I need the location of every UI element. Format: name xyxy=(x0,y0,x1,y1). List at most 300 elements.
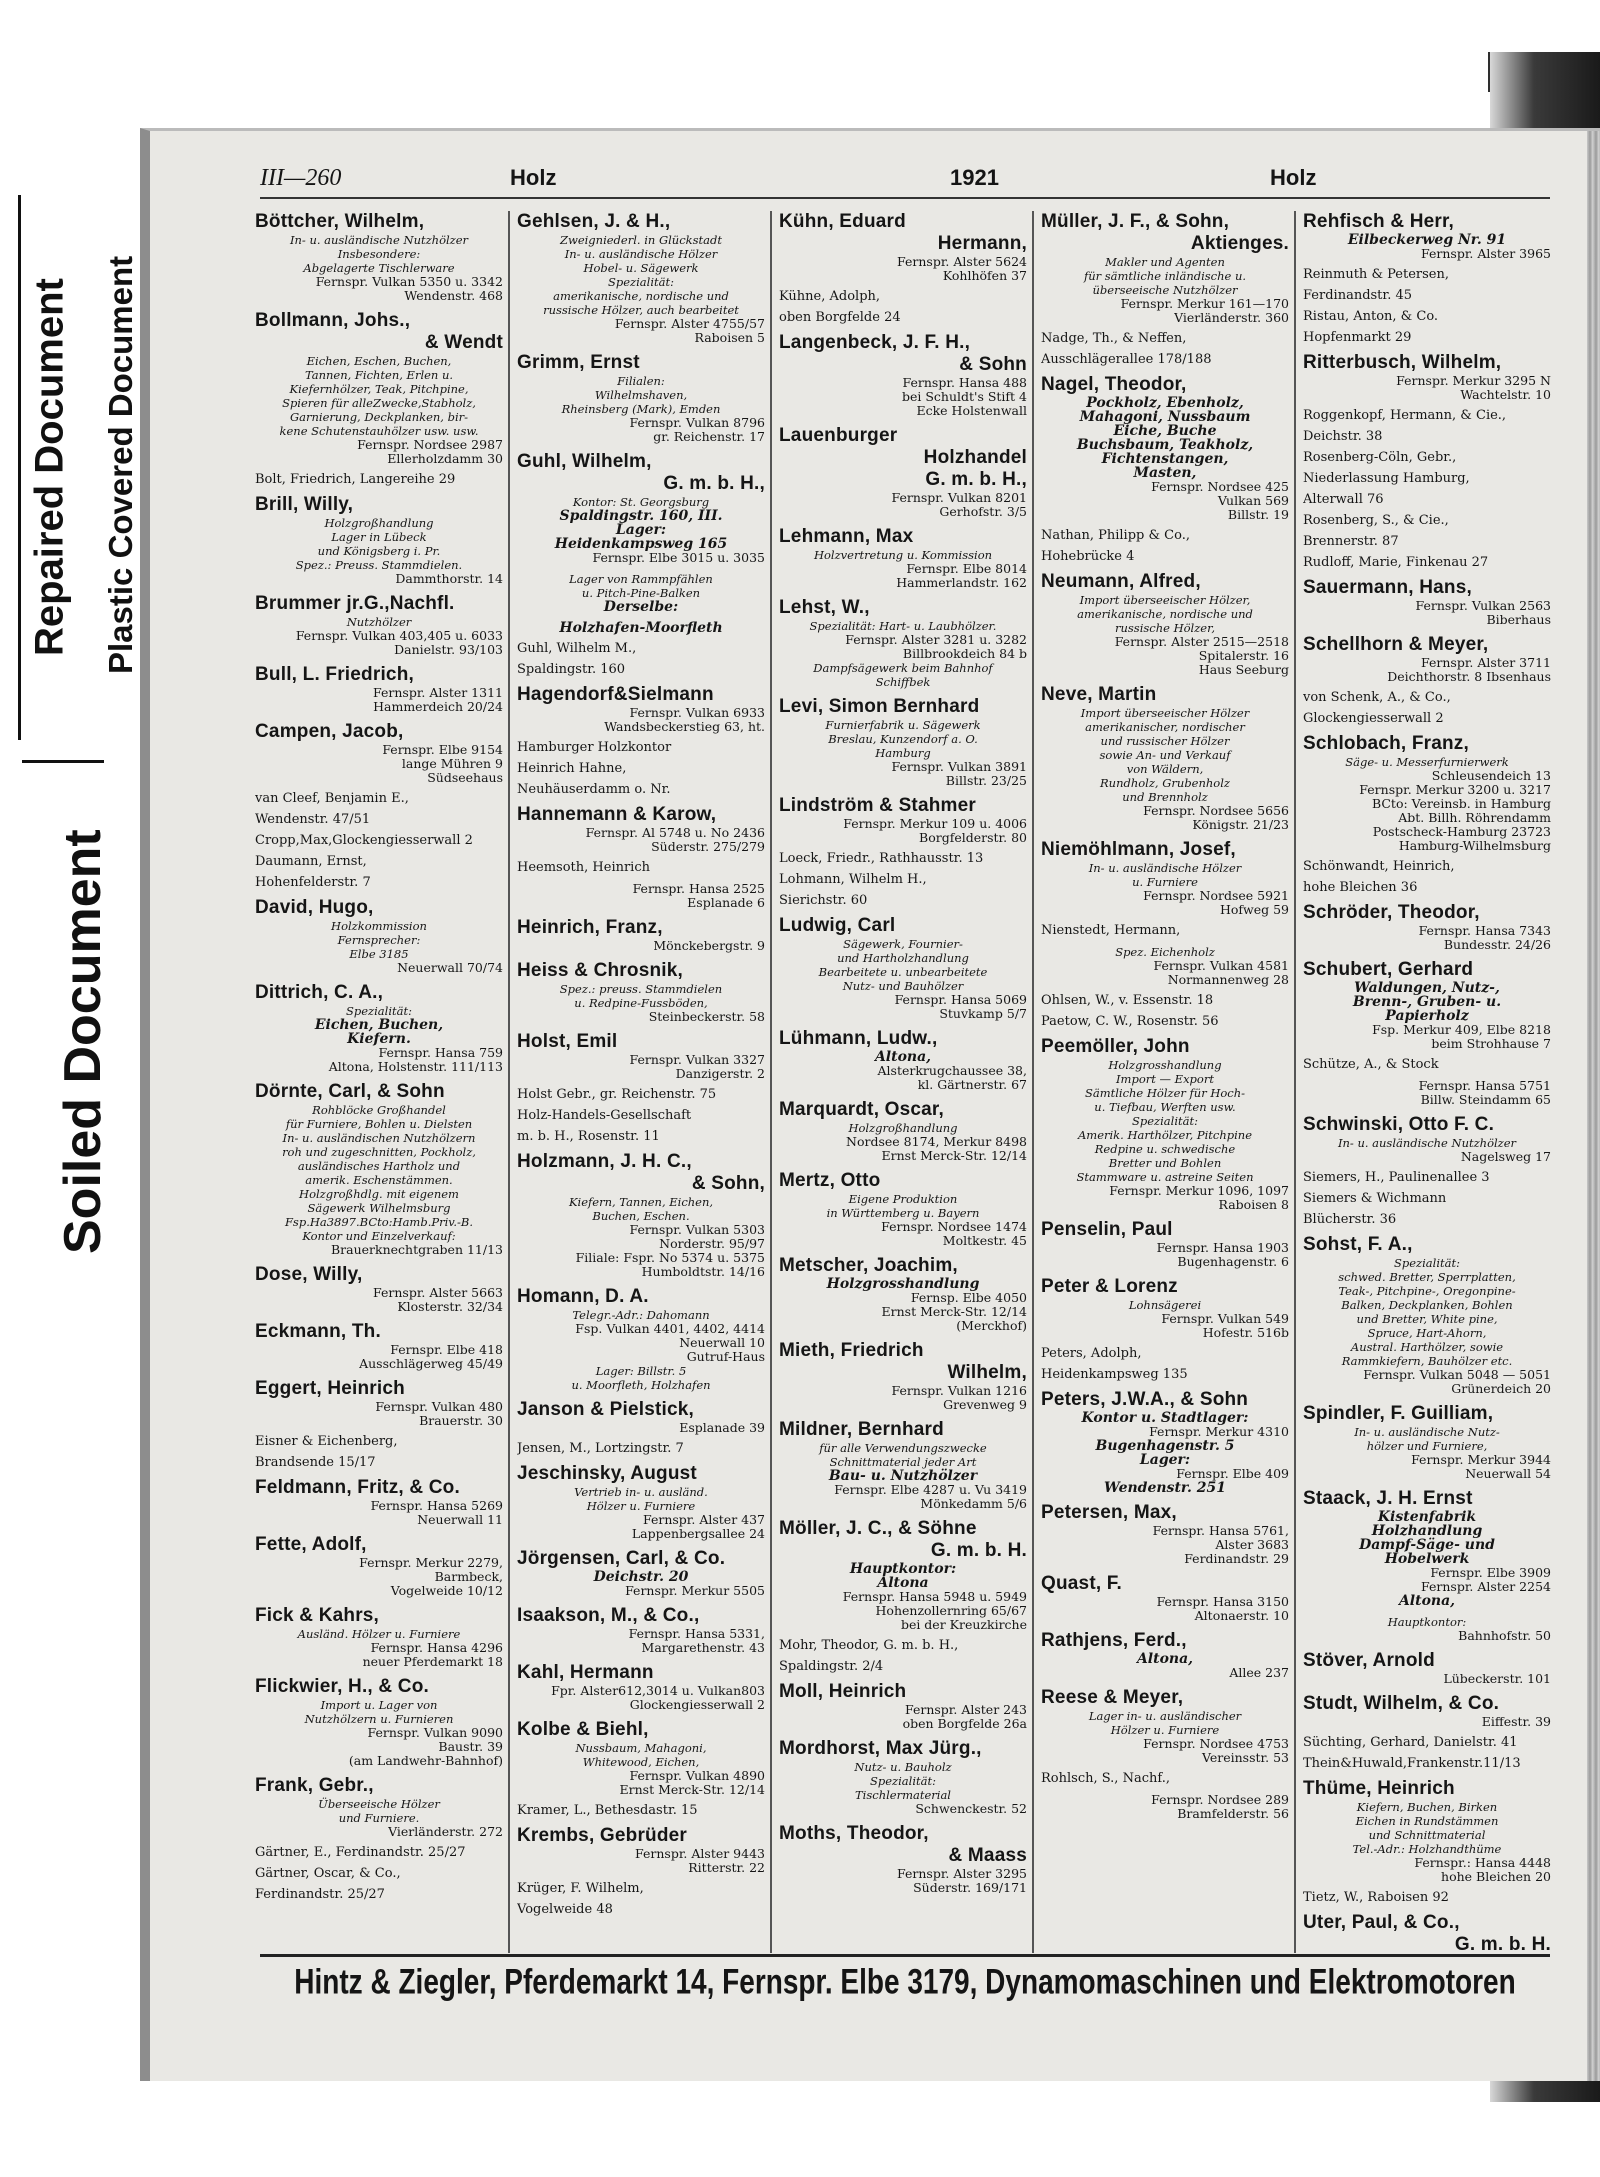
business-description: Spez.: preuss. Stammdielen xyxy=(559,982,723,996)
company-name: Moll, Heinrich xyxy=(779,1681,907,1702)
directory-entry xyxy=(517,1825,765,1875)
archive-labels xyxy=(0,0,150,2177)
directory-entry xyxy=(1041,924,1289,938)
company-name: Kühn, Eduard xyxy=(779,211,906,232)
address-line: Wandsbeckerstieg 63, ht. xyxy=(604,719,765,734)
company-name: Kahl, Hermann xyxy=(517,1662,654,1683)
address-line: kl. Gärtnerstr. 67 xyxy=(917,1077,1027,1092)
listing-line: Rudloff, Marie, Finkenau 27 xyxy=(1303,555,1489,570)
listing-line: Vogelweide 48 xyxy=(517,1902,613,1917)
company-name: Krembs, Gebrüder xyxy=(517,1825,688,1846)
directory-entry xyxy=(517,1442,765,1456)
business-description: Zweigniederl. in Glückstadt xyxy=(559,233,722,247)
directory-entry xyxy=(779,894,1027,908)
address-line: Wachtelstr. 10 xyxy=(1460,387,1551,402)
directory-entry xyxy=(1303,1693,1551,1729)
address-line: Ecke Holstenwall xyxy=(916,403,1027,418)
directory-entry xyxy=(517,642,765,656)
company-name: Grimm, Ernst xyxy=(517,352,640,373)
company-name-continued: Holzhandel xyxy=(923,447,1027,468)
address-line: Baustr. 39 xyxy=(438,1739,503,1754)
company-name-continued: G. m. b. H., xyxy=(663,473,765,494)
directory-entry xyxy=(779,1738,1027,1816)
company-name: Metscher, Joachim, xyxy=(779,1255,958,1276)
directory-entry xyxy=(779,696,1027,788)
company-name: Campen, Jacob, xyxy=(255,721,404,742)
business-description: Abgelagerte Tischlerware xyxy=(303,261,455,275)
address-line: Ellerholzdamm 30 xyxy=(387,451,503,466)
listing-line: Sierichstr. 60 xyxy=(779,893,868,908)
company-name: Flickwier, H., & Co. xyxy=(255,1676,429,1697)
directory-entry xyxy=(517,804,765,854)
directory-entry xyxy=(517,451,765,565)
company-name: Studt, Wilhelm, & Co. xyxy=(1303,1693,1500,1714)
company-name: Peemöller, John xyxy=(1041,1036,1190,1057)
address-line: Postscheck-Hamburg 23723 xyxy=(1372,824,1551,839)
company-name: Lindström & Stahmer xyxy=(779,795,976,816)
company-name: Schlobach, Franz, xyxy=(1303,733,1469,754)
address-line: Humboldtstr. 14/16 xyxy=(641,1264,765,1279)
address-line: Fernspr. Merkur 4310 xyxy=(1149,1424,1289,1439)
directory-entry xyxy=(517,1130,765,1144)
directory-entry xyxy=(517,1548,765,1598)
directory-entry xyxy=(1303,1650,1551,1686)
company-name: Dörnte, Carl, & Sohn xyxy=(255,1081,445,1102)
directory-entry xyxy=(255,211,503,303)
highlighted-text: Eilbeckerweg Nr. 91 xyxy=(1347,232,1507,248)
business-description: hölzer und Furniere, xyxy=(1366,1439,1488,1453)
business-description: roh und zugeschnitten, Pockholz, xyxy=(282,1145,476,1159)
address-line: Fernspr. Nordsee 1474 xyxy=(881,1219,1027,1234)
directory-entry xyxy=(517,1662,765,1712)
section-word-left: Holz xyxy=(510,165,557,190)
address-line: Ernst Merck-Str. 12/14 xyxy=(619,1782,765,1797)
listing-line: Spaldingstr. 2/4 xyxy=(779,1659,884,1674)
business-description: Dampfsägewerk beim Bahnhof xyxy=(813,661,993,675)
address-line: Hofweg 59 xyxy=(1219,902,1289,917)
directory-entry xyxy=(517,1286,765,1392)
directory-entry xyxy=(1303,1757,1551,1771)
company-name: Mieth, Friedrich xyxy=(779,1340,924,1361)
address-line: Biberhaus xyxy=(1486,612,1551,627)
address-line: Fernspr. Merkur 1096, 1097 xyxy=(1109,1183,1289,1198)
listing-line: Deichstr. 38 xyxy=(1303,429,1383,444)
listing-line: Heidenkampsweg 135 xyxy=(1041,1367,1188,1382)
directory-entry xyxy=(779,1255,1027,1333)
company-name: Sohst, F. A., xyxy=(1303,1234,1413,1255)
address-line: Königstr. 21/23 xyxy=(1192,817,1289,832)
business-description: Tel.-Adr.: Holzhandthüme xyxy=(1352,1842,1502,1856)
address-line: Hofestr. 516b xyxy=(1202,1325,1289,1340)
listing-column-2 xyxy=(517,211,765,1953)
company-name: Bollmann, Johs., xyxy=(255,310,411,331)
directory-entry xyxy=(1303,881,1551,895)
directory-entry xyxy=(1041,550,1289,564)
highlighted-text: Fichtenstangen, xyxy=(1101,451,1229,467)
directory-entry xyxy=(779,873,1027,887)
directory-entry xyxy=(255,834,503,848)
business-description: Stammware u. astreine Seiten xyxy=(1076,1170,1254,1184)
directory-entry xyxy=(517,1804,765,1818)
directory-entry xyxy=(255,1081,503,1257)
directory-entry xyxy=(255,982,503,1074)
business-description: In- u. ausländische Nutzhölzer xyxy=(1337,1136,1517,1150)
address-line: Bundesstr. 24/26 xyxy=(1443,937,1551,952)
address-line: Fernspr. Elbe 409 xyxy=(1176,1466,1289,1481)
address-line: Fernspr. Vulkan 2563 xyxy=(1415,598,1551,613)
company-name: Peters, J.W.A., & Sohn xyxy=(1041,1389,1249,1410)
address-line: Ferdinandstr. 29 xyxy=(1184,1551,1289,1566)
address-line: Norderstr. 95/97 xyxy=(659,1236,765,1251)
company-name: Isaakson, M., & Co., xyxy=(517,1605,700,1626)
business-description: Nutzhölzern u. Furnieren xyxy=(304,1712,454,1726)
directory-entry xyxy=(779,311,1027,325)
directory-entry xyxy=(1303,1736,1551,1750)
company-name: Stöver, Arnold xyxy=(1303,1650,1435,1671)
address-line: Hamburg-Wilhelmsburg xyxy=(1398,838,1551,853)
address-line: Fernspr. Elbe 8014 xyxy=(906,561,1027,576)
business-description: Bretter und Bohlen xyxy=(1108,1156,1222,1170)
address-line: Fernspr. Merkur 5505 xyxy=(625,1583,765,1598)
address-line: Fernspr. Alster 5624 xyxy=(897,254,1027,269)
business-description: Redpine u. schwedische xyxy=(1094,1142,1236,1156)
address-line: Fernspr. Vulkan 403,405 u. 6033 xyxy=(295,628,503,643)
directory-entry xyxy=(255,1534,503,1598)
company-name: Feldmann, Fritz, & Co. xyxy=(255,1477,460,1498)
business-description: Nutz- u. Bauholz xyxy=(854,1760,952,1774)
address-line: Ritterstr. 22 xyxy=(688,1860,765,1875)
address-line: Bahnhofstr. 50 xyxy=(1458,1628,1551,1643)
directory-entry xyxy=(779,1681,1027,1731)
listing-line: Schönwandt, Heinrich, xyxy=(1303,859,1455,874)
company-name: Mildner, Bernhard xyxy=(779,1419,944,1440)
business-description: Buchen, Eschen. xyxy=(592,1209,690,1223)
address-line: Fernspr. Vulkan 5350 u. 3342 xyxy=(315,274,503,289)
company-name: Staack, J. H. Ernst xyxy=(1303,1488,1473,1509)
directory-entry xyxy=(1303,409,1551,423)
address-line: Neuerwall 54 xyxy=(1465,1466,1551,1481)
business-description: Lager in- u. ausländischer xyxy=(1088,1709,1242,1723)
address-line: Ernst Merck-Str. 12/14 xyxy=(881,1304,1027,1319)
business-description: für alle Verwendungszwecke xyxy=(819,1441,987,1455)
directory-entry xyxy=(1041,994,1289,1008)
address-line: (Merckhof) xyxy=(956,1318,1027,1333)
address-line: Fernspr. Merkur 109 u. 4006 xyxy=(843,816,1027,831)
address-line: Fernspr. Nordsee 5921 xyxy=(1143,888,1289,903)
listing-line: von Schenk, A., & Co., xyxy=(1303,690,1451,705)
listing-line: Guhl, Wilhelm M., xyxy=(517,641,637,656)
directory-entry xyxy=(517,741,765,755)
address-line: Fernspr. Hansa 5761, xyxy=(1152,1523,1289,1538)
directory-entry xyxy=(255,473,503,487)
listing-line: Ferdinandstr. 45 xyxy=(1303,288,1413,303)
directory-entry xyxy=(1303,1891,1551,1905)
listing-line: hohe Bleichen 36 xyxy=(1303,880,1418,895)
listing-line: Hopfenmarkt 29 xyxy=(1303,330,1412,345)
directory-entry xyxy=(1303,959,1551,1051)
address-line: Fernspr. Elbe 9154 xyxy=(382,742,503,757)
directory-entry xyxy=(1041,529,1289,543)
address-line: Ernst Merck-Str. 12/14 xyxy=(881,1148,1027,1163)
directory-entry xyxy=(1041,374,1289,522)
directory-entry xyxy=(255,855,503,869)
company-name: Kolbe & Biehl, xyxy=(517,1719,649,1740)
directory-entry xyxy=(1041,1687,1289,1765)
address-line: Hohenzollernring 65/67 xyxy=(875,1603,1027,1618)
address-line: Fernspr. Hansa 5751 xyxy=(1418,1078,1551,1093)
company-name: Böttcher, Wilhelm, xyxy=(255,211,425,232)
business-description: Eigene Produktion xyxy=(848,1192,958,1206)
page-number: III—260 xyxy=(260,165,342,191)
year: 1921 xyxy=(950,165,999,190)
address-line: Lappenbergsallee 24 xyxy=(631,1526,765,1541)
listing-line: Niederlassung Hamburg, xyxy=(1303,471,1470,486)
business-description: Holzgroßhandlung xyxy=(848,1121,958,1135)
company-name: Uter, Paul, & Co., xyxy=(1303,1912,1460,1933)
business-description: Vertrieb in- u. ausländ. xyxy=(574,1485,708,1499)
directory-entry xyxy=(1303,1213,1551,1227)
business-description: Import u. Lager von xyxy=(320,1698,438,1712)
directory-entry xyxy=(255,792,503,806)
listing-column-1 xyxy=(255,211,503,1953)
business-description: Nutz- und Bauhölzer xyxy=(842,979,964,993)
address-line: Billw. Steindamm 65 xyxy=(1420,1092,1551,1107)
business-description: Nutzhölzer xyxy=(346,615,412,629)
address-line: Südseehaus xyxy=(427,770,503,785)
business-description: Teak-, Pitchpine-, Oregonpine- xyxy=(1338,1284,1516,1298)
company-name-continued: Wilhelm, xyxy=(947,1362,1027,1383)
business-description: Holzkommission xyxy=(331,919,427,933)
directory-entry xyxy=(1041,211,1289,325)
highlighted-text: Pockholz, Ebenholz, xyxy=(1086,395,1244,411)
directory-entry xyxy=(255,310,503,466)
business-description: für Furniere, Bohlen u. Dielsten xyxy=(285,1117,473,1131)
business-description: Tannen, Fichten, Erlen u. xyxy=(304,368,454,382)
company-name: Ritterbusch, Wilhelm, xyxy=(1303,352,1502,373)
directory-entry xyxy=(1303,451,1551,465)
directory-entry xyxy=(255,1477,503,1527)
highlighted-text: Bau- u. Nutzhölzer xyxy=(828,1468,978,1484)
listing-line: Alterwall 76 xyxy=(1303,492,1384,507)
address-line: Fernspr. Vulkan 8201 xyxy=(891,490,1027,505)
address-line: Normannenweg 28 xyxy=(1167,972,1289,987)
directory-entry xyxy=(517,572,765,614)
highlighted-text: Kistenfabrik xyxy=(1377,1509,1477,1525)
company-name: Gehlsen, J. & H., xyxy=(517,211,671,232)
listing-line: Daumann, Ernst, xyxy=(255,854,367,869)
address-line: Vierländerstr. 272 xyxy=(388,1824,503,1839)
highlighted-text: Masten, xyxy=(1133,465,1197,481)
address-line: Billstr. 19 xyxy=(1227,507,1289,522)
address-line: Fernspr. Vulkan 549 xyxy=(1161,1311,1289,1326)
address-line: Schleusendeich 13 xyxy=(1431,768,1551,783)
address-line: (am Landwehr-Bahnhof) xyxy=(348,1753,503,1768)
company-name-continued: & Sohn, xyxy=(691,1173,765,1194)
company-name: David, Hugo, xyxy=(255,897,374,918)
address-line: Borgfelderstr. 80 xyxy=(919,830,1027,845)
directory-entry xyxy=(779,1099,1027,1163)
page-edges xyxy=(1587,131,1600,2081)
listing-line: Siemers, H., Paulinenallee 3 xyxy=(1303,1170,1490,1185)
directory-entry xyxy=(1303,352,1551,402)
directory-entry xyxy=(255,876,503,890)
column-divider xyxy=(1294,211,1296,1953)
listing-line: Spaldingstr. 160 xyxy=(517,662,626,677)
company-name: Lehmann, Max xyxy=(779,526,914,547)
listing-line: Brandsende 15/17 xyxy=(255,1455,376,1470)
directory-entry xyxy=(517,783,765,797)
address-line: Fernspr. Vulkan 4890 xyxy=(629,1768,765,1783)
company-name: Schwinski, Otto F. C. xyxy=(1303,1114,1495,1135)
address-line: Fernspr. Hansa 5269 xyxy=(370,1498,503,1513)
directory-entry xyxy=(779,1419,1027,1511)
address-line: Fernspr. Vulkan 4581 xyxy=(1153,958,1289,973)
highlighted-text: Altona, xyxy=(1136,1651,1194,1667)
directory-entry xyxy=(255,1867,503,1881)
company-name-continued: & Wendt xyxy=(424,332,503,353)
business-description: amerikanische, nordische und xyxy=(1077,607,1253,621)
business-description: In- u. ausländischen Nutzhölzern xyxy=(282,1131,476,1145)
address-line: Fernspr. Elbe 3015 u. 3035 xyxy=(592,550,765,565)
address-line: Haus Seeburg xyxy=(1198,662,1289,677)
directory-entry xyxy=(517,684,765,734)
address-line: Fernspr. Vulkan 3327 xyxy=(629,1052,765,1067)
directory-entry xyxy=(1303,514,1551,528)
address-line: Fernspr. Hansa 1903 xyxy=(1156,1240,1289,1255)
business-description: Spez.: Preuss. Stammdielen. xyxy=(295,558,463,572)
listing-line: Bolt, Friedrich, Langereihe 29 xyxy=(255,472,456,487)
address-line: oben Borgfelde 26a xyxy=(902,1716,1027,1731)
highlighted-text: Holzgrosshandlung xyxy=(826,1276,980,1292)
listing-line: Cropp,Max,Glockengiesserwall 2 xyxy=(255,833,473,848)
business-description: Spruce, Hart-Ahorn, xyxy=(1367,1326,1487,1340)
directory-entry xyxy=(1303,691,1551,705)
address-line: Fernspr. Vulkan 9090 xyxy=(367,1725,503,1740)
company-name: Quast, F. xyxy=(1041,1573,1122,1594)
directory-entry xyxy=(1303,556,1551,570)
address-line: BCto: Vereinsb. in Hamburg xyxy=(1371,796,1551,811)
address-line: Fernspr. Merkur 161—170 xyxy=(1120,296,1289,311)
address-line: Spitalerstr. 16 xyxy=(1198,648,1289,663)
company-name: Neve, Martin xyxy=(1041,684,1157,705)
directory-entry xyxy=(779,1660,1027,1674)
directory-entry xyxy=(1303,493,1551,507)
address-line: beim Strohhause 7 xyxy=(1431,1036,1551,1051)
business-description: Filialen: xyxy=(617,374,665,388)
directory-entry xyxy=(517,861,765,875)
company-name: Mertz, Otto xyxy=(779,1170,881,1191)
directory-entry xyxy=(255,1605,503,1669)
business-description: Rohblöcke Großhandel xyxy=(312,1103,446,1117)
directory-entry xyxy=(779,597,1027,689)
directory-entry xyxy=(779,1340,1027,1412)
listing-column-5 xyxy=(1303,211,1551,1953)
address-line: lange Mühren 9 xyxy=(401,756,503,771)
address-line: Vereinsstr. 53 xyxy=(1201,1750,1289,1765)
listing-line: Rosenberg, S., & Cie., xyxy=(1303,513,1449,528)
address-line: Fernspr. Hansa 7343 xyxy=(1418,923,1551,938)
address-line: Altona, Holstenstr. 111/113 xyxy=(328,1059,503,1074)
column-divider xyxy=(1032,211,1034,1953)
directory-entry xyxy=(255,721,503,785)
company-name: Marquardt, Oscar, xyxy=(779,1099,944,1120)
listing-line: Kramer, L., Bethesdastr. 15 xyxy=(517,1803,698,1818)
soiled-document-label: Soiled Document xyxy=(54,829,112,1255)
business-description: Sägewerk Wilhelmsburg xyxy=(307,1201,451,1215)
listing-line: Loeck, Friedr., Rathhausstr. 13 xyxy=(779,851,984,866)
directory-entry xyxy=(1303,472,1551,486)
company-name: Schellhorn & Meyer, xyxy=(1303,634,1489,655)
address-line: Fernspr. Alster 437 xyxy=(642,1512,765,1527)
directory-entry xyxy=(779,526,1027,590)
advertisement-footer: Hintz & Ziegler, Pferdemarkt 14, Fernspr. Elbe 3179, Dynamomaschinen und Elektromotoren xyxy=(294,1962,1516,2001)
business-description: Spezialität: xyxy=(870,1774,936,1788)
address-line: Fernspr. Alster 9443 xyxy=(635,1846,765,1861)
business-description: Rheinsberg (Mark), Emden xyxy=(561,402,721,416)
directory-entry xyxy=(1041,1793,1289,1821)
listing-line: Holz-Handels-Gesellschaft xyxy=(517,1108,692,1123)
listing-column-3 xyxy=(779,211,1027,1953)
company-name: Schröder, Theodor, xyxy=(1303,902,1480,923)
address-line: Fernspr. Alster 4755/57 xyxy=(614,316,765,331)
directory-entry xyxy=(1041,1347,1289,1361)
directory-entry xyxy=(1303,1778,1551,1884)
listing-line: Krüger, F. Wilhelm, xyxy=(517,1881,644,1896)
business-description: Sämtliche Hölzer für Hoch- xyxy=(1084,1086,1246,1100)
directory-entry xyxy=(517,211,765,345)
directory-entry xyxy=(517,1088,765,1102)
company-name-continued: G. m. b. H. xyxy=(1454,1934,1551,1953)
directory-entry xyxy=(1041,1368,1289,1382)
company-name: Fick & Kahrs, xyxy=(255,1605,380,1626)
business-description: u. Furniere xyxy=(1132,875,1198,889)
business-description: Hamburg xyxy=(875,746,931,760)
highlighted-text: Waldungen, Nutz-, xyxy=(1354,980,1500,996)
address-line: Dammthorstr. 14 xyxy=(395,571,503,586)
address-line: Fernspr. Alster 2254 xyxy=(1421,1579,1551,1594)
directory-entry xyxy=(517,1151,765,1279)
listing-line: Glockengiesserwall 2 xyxy=(1303,711,1444,726)
address-line: Fernspr. Vulkan 480 xyxy=(375,1399,503,1414)
address-line: Fernspr. Merkur 3200 u. 3217 xyxy=(1359,782,1551,797)
address-line: Schwenckestr. 52 xyxy=(915,1801,1027,1816)
directory-entry xyxy=(1303,712,1551,726)
address-line: Mönckebergstr. 9 xyxy=(653,938,765,953)
business-description: und Brennholz xyxy=(1122,790,1208,804)
directory-entry xyxy=(1303,634,1551,684)
business-description: Hobel- u. Sägewerk xyxy=(583,261,699,275)
business-description: Breslau, Kunzendorf a. O. xyxy=(828,732,978,746)
directory-entry xyxy=(255,494,503,586)
address-line: Gerhofstr. 3/5 xyxy=(939,504,1027,519)
highlighted-text: Buchsbaum, Teakholz, xyxy=(1076,437,1254,453)
highlighted-text: Wendenstr. 251 xyxy=(1104,1480,1226,1496)
address-line: Barmbeck, xyxy=(434,1569,503,1584)
company-name: Homann, D. A. xyxy=(517,1286,649,1307)
listing-line: Nadge, Th., & Neffen, xyxy=(1041,331,1187,346)
business-description: Import — Export xyxy=(1116,1072,1214,1086)
company-name: Jeschinsky, August xyxy=(517,1463,697,1484)
company-name: Sauermann, Hans, xyxy=(1303,577,1472,598)
directory-entry xyxy=(779,1823,1027,1895)
business-description: Schnittmaterial jeder Art xyxy=(829,1455,977,1469)
business-description: Kiefernhölzer, Teak, Pitchpine, xyxy=(289,382,469,396)
address-line: Fernspr. Al 5748 u. No 2436 xyxy=(585,825,765,840)
directory-entry xyxy=(1041,839,1289,917)
plastic-covered-document-label: Plastic Covered Document xyxy=(102,255,139,674)
listing-line: Kühne, Adolph, xyxy=(779,289,881,304)
business-description: Hauptkontor: xyxy=(1387,1615,1467,1629)
